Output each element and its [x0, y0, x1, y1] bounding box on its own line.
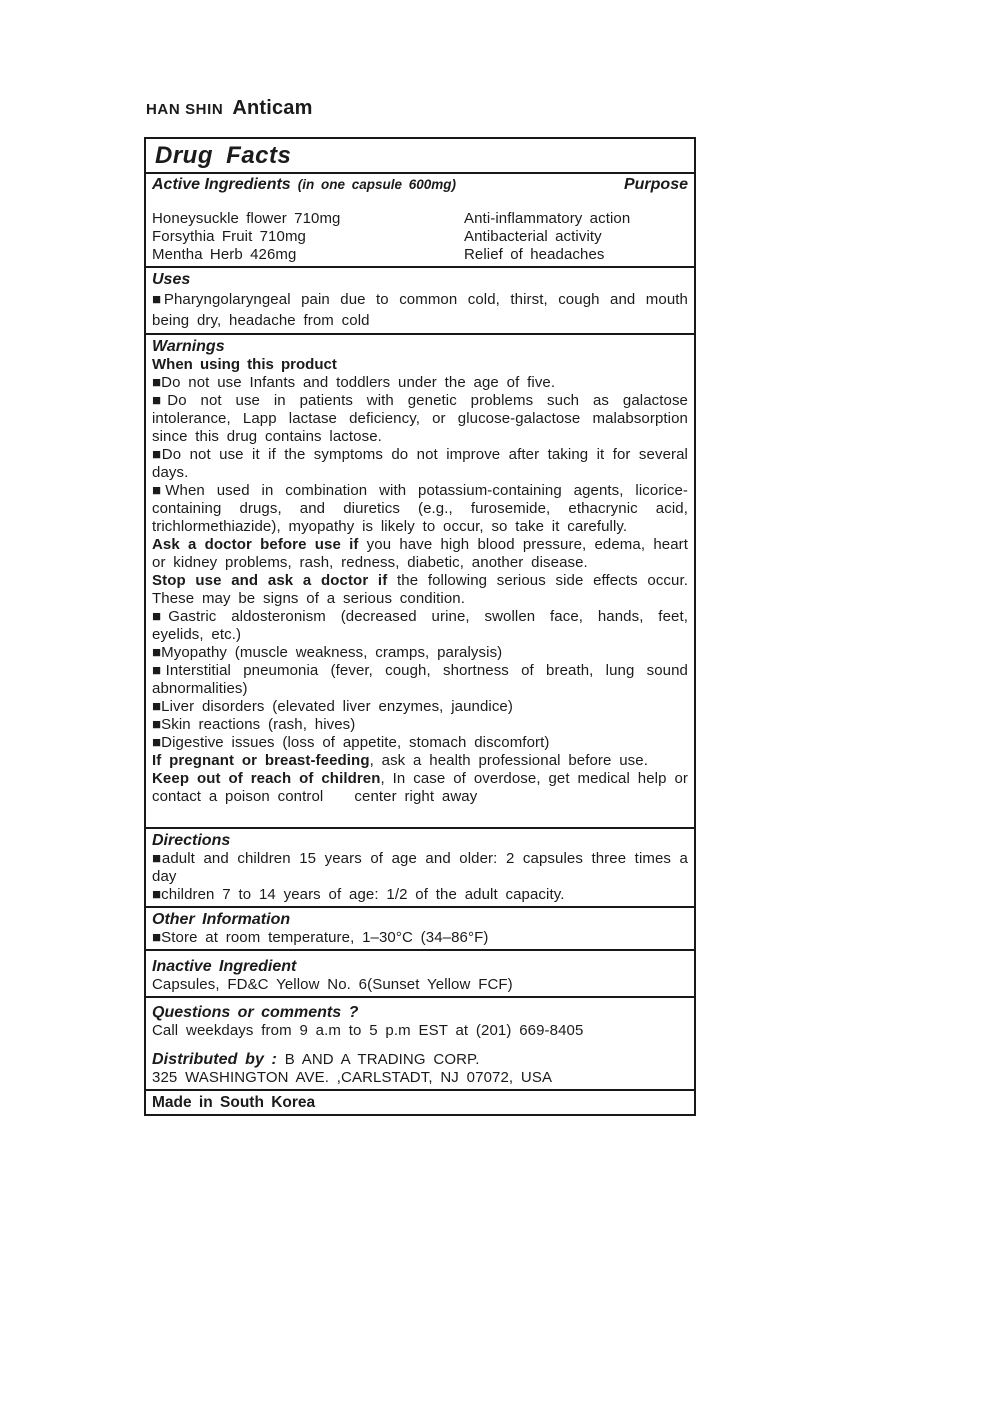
- brand-product-name: Anticam: [232, 97, 313, 119]
- ingredient-row: [152, 210, 688, 228]
- ingredient-purpose: Anti-inflammatory action: [464, 210, 631, 227]
- keep-out-rest: , In case of overdose, get medical help or contact a poison control center right away: [152, 770, 688, 805]
- section-warnings: [146, 333, 694, 827]
- pregnant-warning: [152, 752, 688, 770]
- questions-phone-text: Call weekdays from 9 a.m to 5 p.m EST at (201) 669-8405: [152, 1022, 584, 1039]
- section-drug-facts-title: [146, 139, 694, 172]
- directions-heading: Directions: [152, 832, 231, 849]
- section-other-information: [146, 906, 694, 949]
- side-effect-bullet: ■Myopathy (muscle weakness, cramps, paralysis): [152, 644, 503, 661]
- stop-use-warning: [152, 572, 688, 608]
- ask-doctor-warning: [152, 536, 688, 572]
- section-questions: [146, 996, 694, 1089]
- stop-use-lead: Stop use and ask a doctor if: [152, 572, 388, 589]
- pregnant-rest: , ask a health professional before use.: [369, 752, 648, 769]
- section-directions: [146, 827, 694, 906]
- ask-doctor-lead: Ask a doctor before use if: [152, 536, 359, 553]
- section-uses: [146, 266, 694, 333]
- capsule-size-note: (in one capsule 600mg): [297, 177, 456, 192]
- brand-line: [146, 97, 313, 120]
- side-effect-bullet: ■Interstitial pneumonia (fever, cough, shortness of breath, lung sound abnormalities): [152, 662, 688, 697]
- ingredient-row: [152, 246, 688, 264]
- warnings-heading: Warnings: [152, 338, 225, 355]
- section-inactive-ingredient: [146, 949, 694, 996]
- warning-bullet: ■Do not use Infants and toddlers under the age of five.: [152, 374, 556, 391]
- ingredient-name: Forsythia Fruit 710mg: [152, 228, 306, 245]
- inactive-ingredient-text: Capsules, FD&C Yellow No. 6(Sunset Yellow FCF): [152, 976, 513, 993]
- side-effect-bullet: ■Liver disorders (elevated liver enzymes, jaundice): [152, 698, 513, 715]
- side-effect-bullet: ■Digestive issues (loss of appetite, stomach discomfort): [152, 734, 550, 751]
- stop-use-rest: the following serious side effects occur. These may be signs of a serious condition.: [152, 572, 689, 607]
- side-effect-bullet: ■Skin reactions (rash, hives): [152, 716, 356, 733]
- warning-bullet: ■When used in combination with potassium-containing agents, licorice-containing drugs, and diuretics (e.g., furosemide, ethacrynic acid, trichlormethiazide), myopathy is likely to occur, so take it carefully.: [152, 482, 688, 535]
- active-ingredients-header-row: [152, 176, 688, 194]
- storage-text: ■Store at room temperature, 1–30°C (34–86°F): [152, 929, 489, 946]
- ingredient-purpose: Relief of headaches: [464, 246, 605, 263]
- ingredient-purpose: Antibacterial activity: [464, 228, 602, 245]
- warning-bullet: ■Do not use it if the symptoms do not improve after taking it for several days.: [152, 446, 688, 481]
- ingredient-name: Mentha Herb 426mg: [152, 246, 297, 263]
- ingredient-name: Honeysuckle flower 710mg: [152, 210, 341, 227]
- section-active-ingredients: [146, 172, 694, 266]
- made-in-text: Made in South Korea: [152, 1094, 316, 1111]
- distributed-by-company: B AND A TRADING CORP.: [276, 1051, 480, 1068]
- purpose-heading: Purpose: [623, 176, 688, 193]
- pregnant-lead: If pregnant or breast-feeding: [152, 752, 370, 769]
- ingredient-row: [152, 228, 688, 246]
- when-using-subheading: When using this product: [152, 356, 337, 373]
- spacer: [152, 194, 688, 210]
- drug-facts-heading: Drug Facts: [155, 142, 292, 169]
- distributed-by-line: [152, 1050, 688, 1069]
- drug-facts-label: [144, 137, 696, 1116]
- section-made-in: [146, 1089, 694, 1114]
- questions-heading: Questions or comments ?: [152, 1004, 359, 1021]
- inactive-ingredient-heading: Inactive Ingredient: [152, 958, 297, 975]
- brand-company: HAN SHIN: [146, 101, 224, 118]
- distributed-by-lead: Distributed by :: [152, 1051, 277, 1068]
- keep-out-warning: [152, 770, 688, 806]
- uses-text: ■Pharyngolaryngeal pain due to common cold, thirst, cough and mouth being dry, headache from cold: [152, 291, 688, 329]
- direction-bullet: ■children 7 to 14 years of age: 1/2 of the adult capacity.: [152, 886, 565, 903]
- warning-bullet: ■Do not use in patients with genetic problems such as galactose intolerance, Lapp lactase deficiency, or glucose-galactose malabsorption since this drug contains lactose.: [152, 392, 688, 445]
- other-information-heading: Other Information: [152, 911, 291, 928]
- keep-out-lead: Keep out of reach of children: [152, 770, 381, 787]
- side-effect-bullet: ■Gastric aldosteronism (decreased urine, swollen face, hands, feet, eyelids, etc.): [152, 608, 688, 643]
- active-ingredients-heading: Active Ingredients: [152, 176, 291, 193]
- ask-doctor-rest: you have high blood pressure, edema, heart or kidney problems, rash, redness, diabetic, another disease.: [152, 536, 689, 571]
- uses-heading: Uses: [152, 271, 191, 288]
- distributor-address: 325 WASHINGTON AVE. ,CARLSTADT, NJ 07072, USA: [152, 1069, 553, 1086]
- direction-bullet: ■adult and children 15 years of age and older: 2 capsules three times a day: [152, 850, 688, 885]
